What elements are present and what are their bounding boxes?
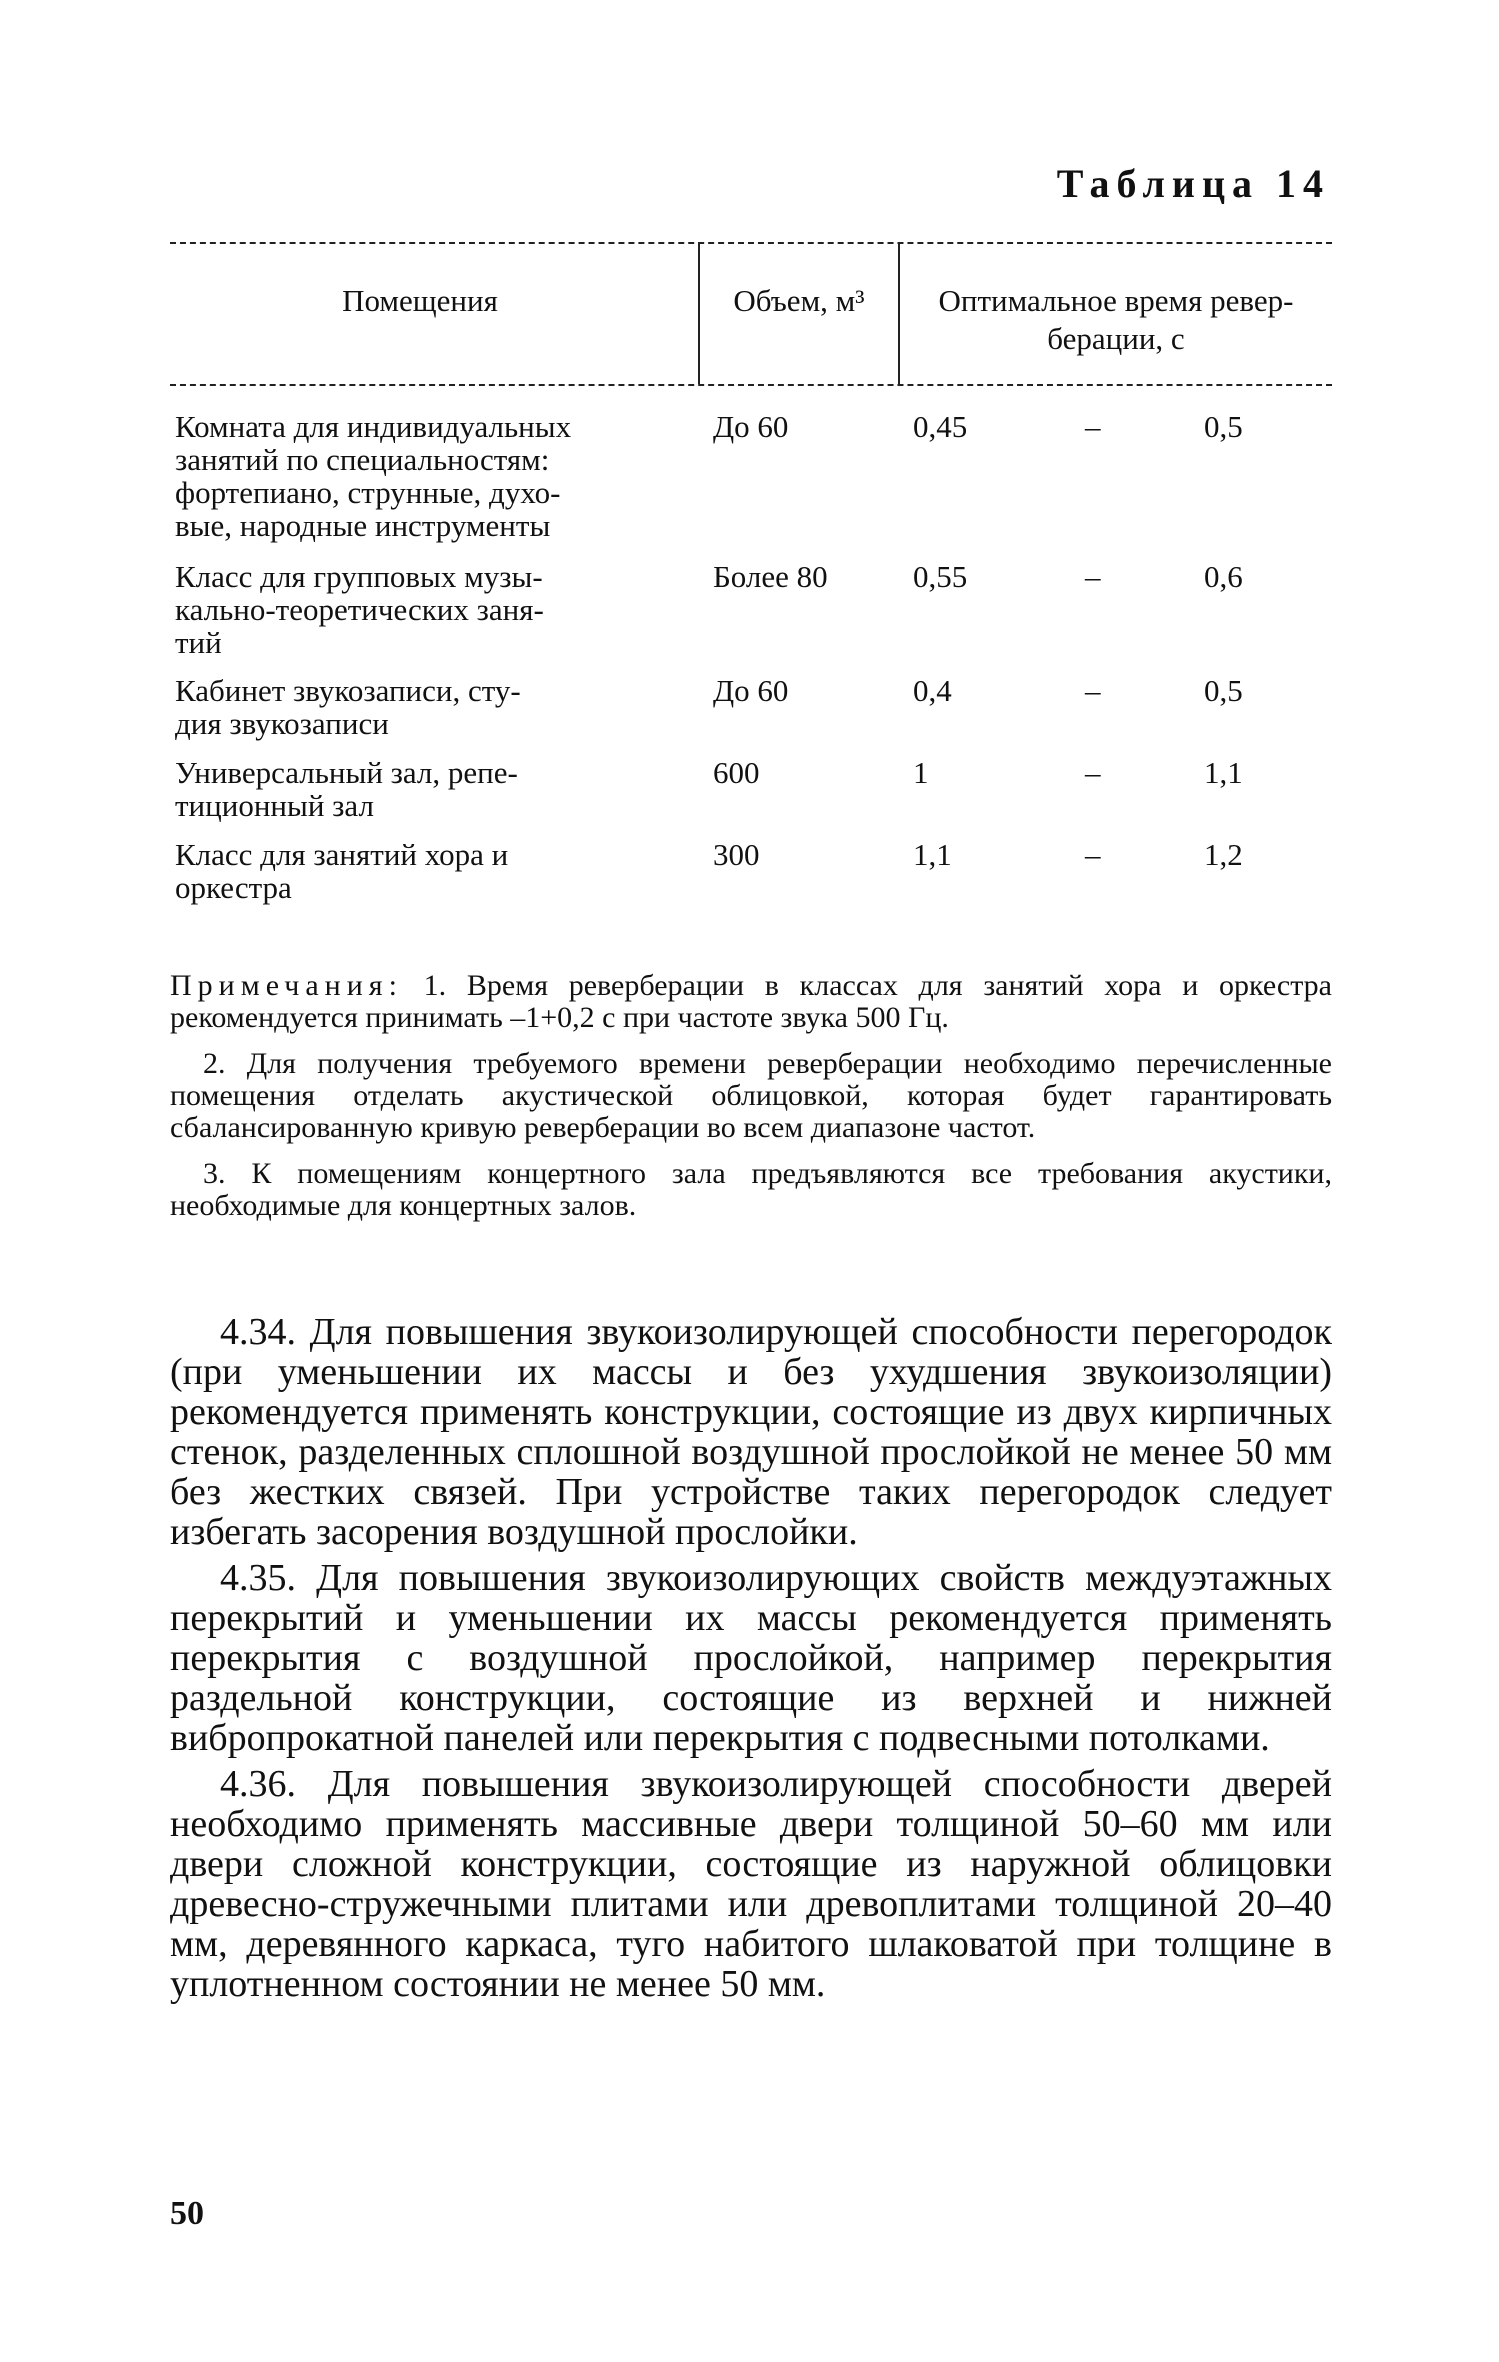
row-room-name: Класс для групповых музы- кально-теоретических заня- тий [175,559,544,660]
header-volume: Объем, м³ [733,283,865,318]
row-reverb-max: 1,1 [1204,755,1243,790]
header-reverb-time: Оптимальное время ревер- берации, с [938,283,1294,356]
paragraph-4-34: 4.34. Для повышения звукоизолирующей способности перегородок (при уменьшении их массы и без ухудшения звукоизоляции) рекомендуется применять конструкции, состоящие из двух кирпичных стенок, разделенных сплошной воздушной прослойкой не менее 50 мм без жестких связей. При устройстве таких перегородок следует избегать засорения воздушной прослойки. [170,1311,1332,1553]
row-reverb-max: 0,5 [1204,409,1243,444]
row-range-dash: – [1085,409,1101,444]
note-1-text: 1. Время реверберации в классах для занятий хора и оркестра рекомендуется принимать –1+0,2 с при частоте звука 500 Гц. [170,969,1332,1034]
row-room-name: Класс для занятий хора и оркестра [175,837,509,905]
note-3: 3. К помещениям концертного зала предъявляются все требования акустики, необходимые для концертных залов. [170,1157,1332,1222]
row-volume: До 60 [713,673,789,708]
row-volume: 600 [713,755,760,790]
row-range-dash: – [1085,837,1101,872]
row-reverb-max: 0,5 [1204,673,1243,708]
row-reverb-min: 1 [913,755,929,790]
row-range-dash: – [1085,755,1101,790]
table-top-rule [170,242,1332,244]
paragraph-4-36: 4.36. Для повышения звукоизолирующей способности дверей необходимо применять массивные двери толщиной 50–60 мм или двери сложной конструкции, состоящие из наружной облицовки древесно-стружечными плитами или древоплитами толщиной 20–40 мм, деревянного каркаса, туго набитого шлаковатой при толщине в уплотненном состоянии не менее 50 мм. [170,1763,1332,2005]
row-room-name: Комната для индивидуальных занятий по специальностям: фортепиано, струнные, духо- вые, народные инструменты [175,409,572,543]
row-reverb-max: 1,2 [1204,837,1243,872]
row-reverb-min: 0,55 [913,559,968,594]
header-rooms: Помещения [342,283,498,318]
row-volume: 300 [713,837,760,872]
paragraph-4-35: 4.35. Для повышения звукоизолирующих свойств междуэтажных перекрытий и уменьшении их массы рекомендуется применять перекрытия с воздушной прослойкой, например перекрытия раздельной конструкции, состоящие из верхней и нижней вибропрокатной панелей или перекрытия с подвесными потолками. [170,1557,1332,1759]
note-2: 2. Для получения требуемого времени реверберации необходимо перечисленные помещения отделать акустической облицовкой, которая будет гарантировать сбалансированную кривую реверберации во всем диапазоне частот. [170,1047,1332,1144]
notes-label: Примечания: [170,969,403,1002]
row-reverb-min: 0,45 [913,409,968,444]
row-volume: До 60 [713,409,789,444]
row-volume: Более 80 [713,559,828,594]
row-room-name: Кабинет звукозаписи, сту- дия звукозаписи [175,673,521,741]
table-header-rule [170,384,1332,386]
row-reverb-max: 0,6 [1204,559,1243,594]
row-range-dash: – [1085,673,1101,708]
table-caption: Таблица 14 [1056,161,1330,206]
note-1 [170,970,1332,1034]
row-reverb-min: 1,1 [913,837,952,872]
table-notes [170,970,1332,1236]
row-reverb-min: 0,4 [913,673,952,708]
row-range-dash: – [1085,559,1101,594]
row-room-name: Универсальный зал, репе- тиционный зал [175,755,518,823]
main-text [170,1312,1332,2010]
page-number: 50 [170,2195,204,2232]
